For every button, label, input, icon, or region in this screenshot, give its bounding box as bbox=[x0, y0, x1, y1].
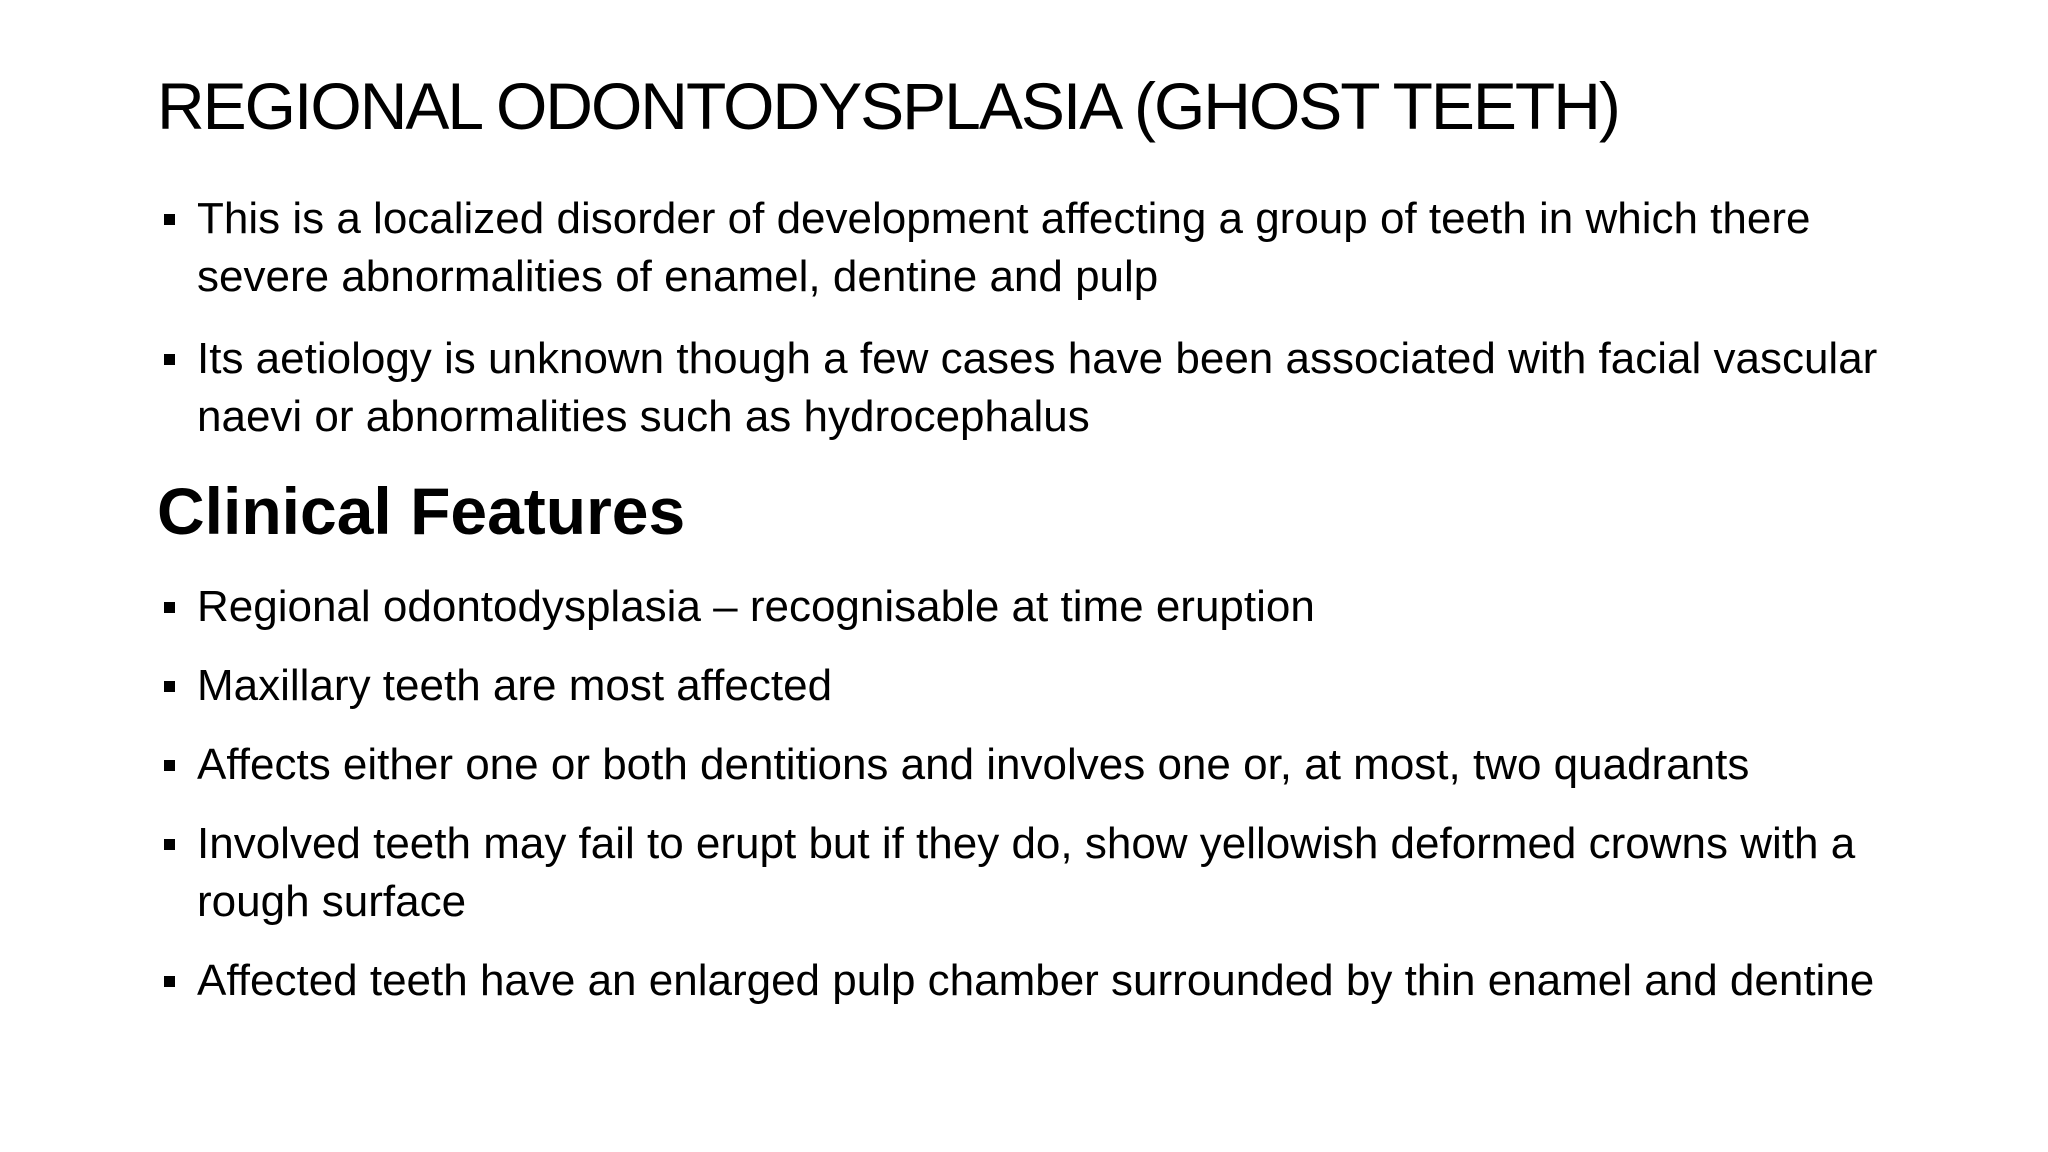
section-heading: Clinical Features bbox=[157, 474, 686, 548]
intro-bullet-list bbox=[157, 190, 1917, 470]
bullet-item bbox=[157, 578, 1917, 636]
bullet-text: Affects either one or both dentitions and involves one or, at most, two quadrants bbox=[197, 740, 1750, 789]
bullet-text: Affected teeth have an enlarged pulp chamber surrounded by thin enamel and dentine bbox=[197, 956, 1875, 1005]
square-bullet-icon bbox=[164, 976, 175, 987]
bullet-item bbox=[157, 952, 1917, 1010]
bullet-text: This is a localized disorder of development affecting a group of teeth in which there severe abnormalities of enamel, dentine and pulp bbox=[197, 194, 1811, 301]
bullet-text: Involved teeth may fail to erupt but if they do, show yellowish deformed crowns with a rough surface bbox=[197, 819, 1856, 926]
square-bullet-icon bbox=[164, 602, 175, 613]
bullet-item bbox=[157, 330, 1917, 446]
square-bullet-icon bbox=[164, 760, 175, 771]
clinical-features-list bbox=[157, 578, 1917, 1031]
bullet-item bbox=[157, 657, 1917, 715]
bullet-text: Its aetiology is unknown though a few cases have been associated with facial vascular naevi or abnormalities such as hydrocephalus bbox=[197, 334, 1878, 441]
square-bullet-icon bbox=[164, 681, 175, 692]
bullet-item bbox=[157, 736, 1917, 794]
square-bullet-icon bbox=[164, 839, 175, 850]
bullet-text: Regional odontodysplasia – recognisable at time eruption bbox=[197, 582, 1315, 631]
square-bullet-icon bbox=[164, 214, 175, 225]
bullet-item bbox=[157, 190, 1917, 306]
bullet-item bbox=[157, 815, 1917, 931]
slide-title: REGIONAL ODONTODYSPLASIA (GHOST TEETH) bbox=[157, 69, 1619, 143]
bullet-text: Maxillary teeth are most affected bbox=[197, 661, 833, 710]
square-bullet-icon bbox=[164, 354, 175, 365]
